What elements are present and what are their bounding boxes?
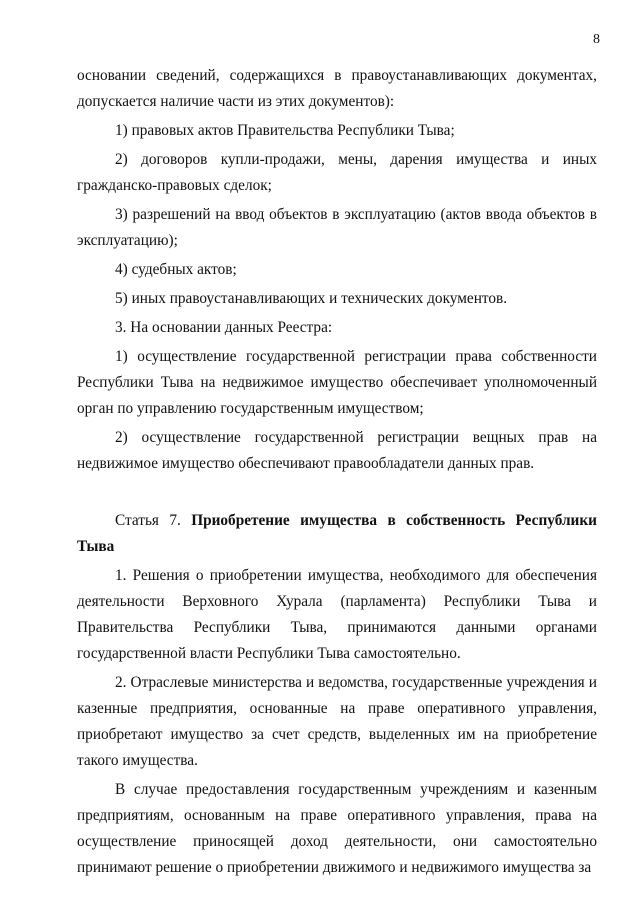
- clause-3: 3. На основании данных Реестра:: [115, 319, 333, 336]
- list-item-contracts: 2) договоров купли-продажи, мены, дарения имущества и иных гражданско-правовых сделок;: [77, 151, 597, 194]
- paragraph-continuation: основании сведений, содержащихся в правоустанавливающих документах, допускается наличие части из этих документов):: [77, 67, 597, 110]
- list-item-permits: 3) разрешений на ввод объектов в эксплуатацию (актов ввода объектов в эксплуатацию);: [77, 206, 597, 249]
- article-heading: [77, 508, 597, 560]
- list-item-other-documents: 5) иных правоустанавливающих и технических документов.: [115, 290, 508, 307]
- clause-3-item-1: 1) осуществление государственной регистрации права собственности Республики Тыва на недвижимое имущество обеспечивает уполномоченный орган по управлению государственным имуществом;: [77, 348, 597, 417]
- page-number: 8: [593, 32, 600, 47]
- list-item-court-acts: 4) судебных актов;: [115, 261, 237, 278]
- article-clause-2-continuation: В случае предоставления государственным учреждениям и казенным предприятиям, основанным на праве оперативного управления, права на осуществление приносящей доход деятельности, они самостоятельно принимают решение о приобретении движимого и недвижимого имущества за: [77, 781, 597, 876]
- article-clause-1: 1. Решения о приобретении имущества, необходимого для обеспечения деятельности Верховного Хурала (парламента) Республики Тыва и Правительства Республики Тыва, принимаются данными органами государственной власти Республики Тыва самостоятельно.: [77, 567, 597, 662]
- article-prefix: Статья 7.: [115, 512, 181, 529]
- list-item-legal-acts: 1) правовых актов Правительства Республики Тыва;: [115, 122, 455, 139]
- document-body: [77, 63, 597, 884]
- article-title: Приобретение имущества в собственность Республики Тыва: [77, 512, 597, 555]
- clause-3-item-2: 2) осуществление государственной регистрации вещных прав на недвижимое имущество обеспечивают правообладатели данных прав.: [77, 429, 597, 472]
- article-clause-2: 2. Отраслевые министерства и ведомства, государственные учреждения и казенные предприятия, основанные на праве оперативного управления, приобретают имущество за счет средств, выделенных им на приобретение такого имущества.: [77, 674, 597, 769]
